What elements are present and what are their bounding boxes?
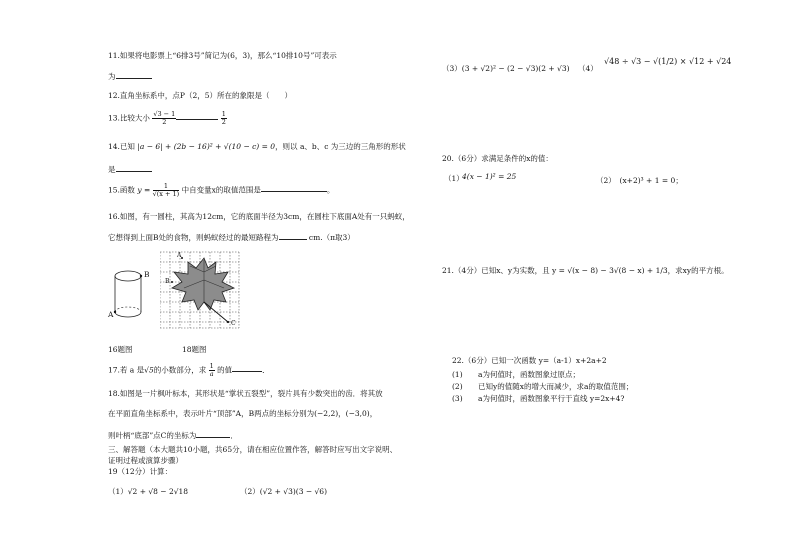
q14-suffix: ，则以 a、b、c 为三边的三角形的形状 — [275, 142, 406, 151]
answer-blank — [279, 231, 307, 240]
q11-prefix: 为 — [108, 72, 116, 81]
answer-blank — [116, 70, 152, 79]
q14-line2-text: 是 — [108, 165, 116, 174]
q17-fraction: $\frac{1}{a}$ — [209, 362, 214, 378]
question-12: 12.直角坐标系中，点P（2，5）所在的象限是（ ） — [108, 91, 293, 100]
question-16-line2 — [108, 231, 355, 242]
q17-mid: 的小数部分，求 — [153, 365, 207, 375]
question-18-line1: 18.如图是一片枫叶标本，其形状是“掌状五裂型”，裂片具有少数突出的齿．将其放 — [108, 389, 383, 398]
section-3-heading-line2: 证明过程或演算步骤） — [108, 456, 183, 465]
question-22-part1-label: (1) — [452, 370, 463, 379]
answer-blank — [261, 183, 327, 192]
question-17: 17.若 a 是√5的小数部分，求 $\frac{1}{a}$ 的值 ． — [108, 362, 270, 378]
q17-prefix: 17.若 a 是 — [108, 365, 145, 375]
q16-prefix: 它想得到上面B处的食物，则蚂蚁经过的最短路程为 — [108, 233, 279, 242]
q17-suffix: 的值 — [217, 365, 233, 375]
question-15: 15.函数 y = $\frac{1}{√(x + 1)}$ 中自变量x的取值范围是 。 — [108, 182, 335, 198]
figure-label-b: B — [144, 270, 150, 279]
q13-fraction-2: $\frac{1}{2}$ — [221, 110, 226, 126]
q13-fraction-1: $\frac{√3 - 1}{2}$ — [153, 110, 176, 126]
question-19-part3: （3）(3 + √2)² − (2 − √3)(2 + √3) — [442, 64, 570, 73]
question-18-line3: 则叶柄“底部”点C的坐标为 ． — [108, 431, 238, 440]
question-20-part1-label: （1） — [444, 174, 464, 183]
question-22-part1: a为何值时，函数图象过原点； — [478, 370, 580, 379]
question-20-part2: （2） (x+2)³ + 1 = 0； — [596, 176, 683, 185]
question-18-line2: 在平面直角坐标系中，表示叶片“顶部”A，B两点的坐标分别为(−2,2)，(−3,0)， — [108, 409, 378, 418]
q15-suffix: 中自变量x的取值范围是 — [181, 185, 261, 195]
question-19-part4-label: （4） — [578, 64, 598, 73]
question-20-part1: 4(x − 1)² = 25 — [462, 172, 517, 181]
q17-sqrt: √5 — [144, 365, 154, 375]
figure-label-a: A — [108, 310, 114, 319]
question-20: 20.（6分）求满足条件的x的值： — [442, 154, 553, 163]
q18-prefix: 则叶柄“底部”点C的坐标为 — [108, 431, 197, 440]
question-19-part2: （2）(√2 + √3)(3 − √6) — [240, 487, 328, 496]
answer-blank — [116, 163, 152, 172]
caption-16: 16题图 — [108, 345, 133, 354]
question-22-part2: 已知y的值随x的增大而减少，求a的取值范围； — [478, 382, 634, 391]
q15-y: y = — [137, 185, 151, 195]
question-14-line1 — [108, 142, 406, 151]
question-11-line2 — [108, 70, 152, 81]
question-22-part3: a为何值时，函数图象平行于直线 y=2x+4? — [478, 394, 625, 403]
question-19-part1: （1）√2 + √8 − 2√18 — [108, 487, 189, 496]
q15-fraction: $\frac{1}{√(x + 1)}$ — [152, 182, 180, 198]
leaf-label-c: C — [231, 320, 236, 327]
answer-blank — [176, 111, 218, 120]
question-11-line1: 11.如果将电影票上“6排3号”简记为(6，3)，那么“10排10号”可表示 — [108, 51, 337, 60]
question-21: 21.（4分）已知x、y为实数，且 y = √(x − 8) − 3√(8 − x) + 1/3，求xy的平方根。 — [442, 266, 729, 275]
question-22: 22.（6分）已知一次函数 y=（a-1）x+2a+2 — [452, 356, 607, 365]
question-22-part3-label: (3) — [452, 394, 463, 403]
question-16-line1: 16.如图，有一圆柱，其高为12cm，它的底面半径为3cm，在圆柱下底面A处有一只蚂蚁， — [108, 212, 410, 221]
q15-prefix: 15.函数 — [108, 185, 135, 195]
leaf-label-b: B — [165, 278, 170, 285]
question-13 — [108, 111, 227, 126]
question-22-part2-label: (2) — [452, 382, 463, 391]
answer-blank — [196, 429, 230, 438]
question-19-part4-expr: √48 ÷ √3 − √(1/2) × √12 + √24 — [604, 57, 732, 66]
caption-18: 18题图 — [182, 345, 207, 354]
section-3-heading-line1: 三、解答题（本大题共10小题，共65分，请在相应位置作答，解答时应写出文字说明、 — [108, 445, 398, 454]
q14-prefix: 14.已知 — [108, 142, 135, 151]
q13-prefix: 13.比较大小 — [108, 113, 150, 123]
answer-blank — [232, 363, 262, 372]
question-19: 19（12分）计算： — [108, 467, 173, 476]
q14-formula: |a − 6| + (2b − 16)² + √(10 − c) = 0 — [137, 142, 276, 151]
maple-leaf-grid-figure — [160, 250, 240, 330]
q16-suffix: cm.（π取3） — [308, 233, 355, 242]
leaf-label-a: A — [177, 252, 182, 259]
question-14-line2 — [108, 163, 152, 174]
